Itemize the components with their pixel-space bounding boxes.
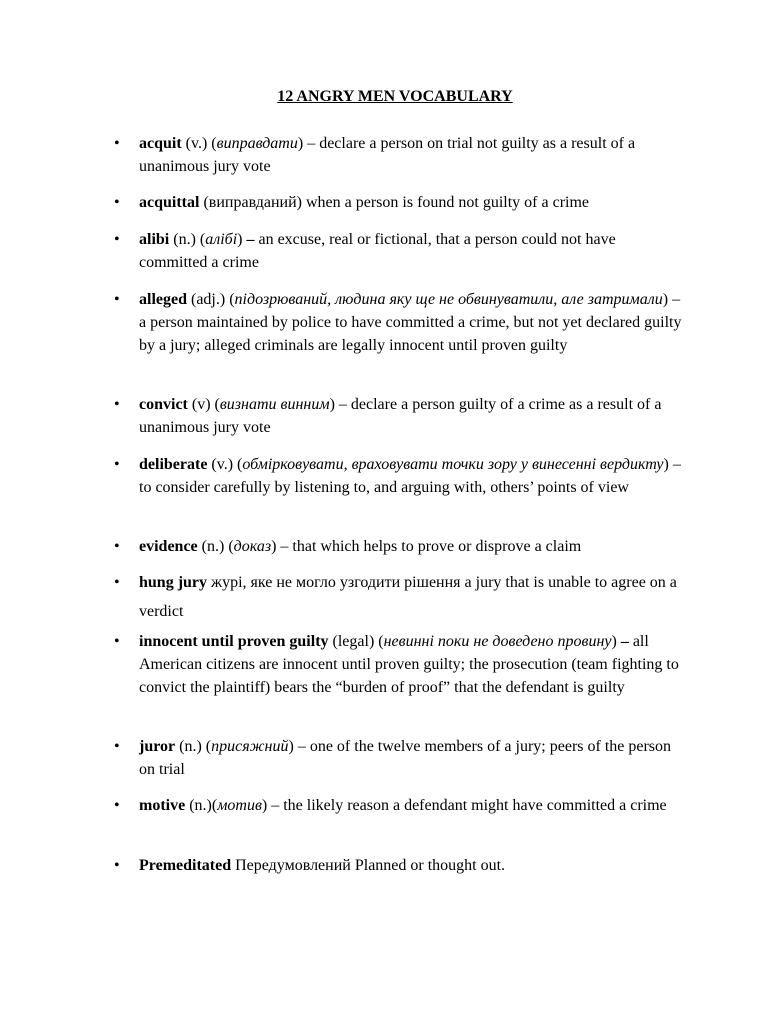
vocab-translation: алібі xyxy=(205,231,238,248)
vocab-close: ) xyxy=(271,538,277,555)
vocab-item-juror xyxy=(139,735,684,781)
vocab-item-acquittal xyxy=(139,191,684,214)
vocab-definition: – to consider carefully by listening to, and arguing with, others’ points of view xyxy=(139,456,681,496)
vocab-item-acquit xyxy=(139,132,684,178)
vocab-close: ) xyxy=(329,396,335,413)
vocab-term: juror xyxy=(139,738,176,755)
vocab-close: ) xyxy=(288,738,294,755)
vocab-item-hung-jury xyxy=(139,568,684,626)
vocab-pos: (n.)( xyxy=(185,797,218,814)
vocab-translation: виправдати xyxy=(216,135,298,152)
vocab-term: acquittal xyxy=(139,194,200,211)
vocab-definition: – declare a person guilty of a crime as a result of a unanimous jury vote xyxy=(139,396,662,436)
vocab-pos: (n.) ( xyxy=(197,538,234,555)
vocab-item-motive xyxy=(139,794,684,817)
vocab-definition: – one of the twelve members of a jury; peers of the person on trial xyxy=(139,738,672,778)
vocab-translation: підозрюваний, людина яку ще не обвинуватили, але затримали xyxy=(234,291,663,308)
vocab-term: Premeditated xyxy=(139,857,232,874)
vocab-pos: (n.) ( xyxy=(175,738,212,755)
vocab-item-alibi xyxy=(139,228,684,274)
vocab-definition: – the likely reason a defendant might have committed a crime xyxy=(267,797,667,814)
vocab-item-premeditated xyxy=(139,854,684,877)
vocab-term: acquit xyxy=(139,135,182,152)
vocab-translation: доказ xyxy=(233,538,272,555)
vocab-pos: (v) ( xyxy=(187,396,220,413)
vocab-definition: журі, яке не могло узгодити рішення a jury that is unable to agree on a verdict xyxy=(139,574,677,620)
vocab-item-innocent-until-proven-guilty xyxy=(139,630,684,699)
vocab-term: convict xyxy=(139,396,188,413)
vocab-translation: невинні поки не доведено провину xyxy=(383,633,612,650)
vocab-term: motive xyxy=(139,797,186,814)
vocab-term: alibi xyxy=(139,231,170,248)
vocab-pos: (legal) ( xyxy=(328,633,384,650)
vocab-close: ) xyxy=(297,135,304,152)
vocab-close: ) xyxy=(611,633,617,650)
page-title: 12 ANGRY MEN VOCABULARY xyxy=(277,88,513,105)
vocab-pos: (adj.) ( xyxy=(187,291,235,308)
vocab-translation: обмірковувати, враховувати точки зору у винесенні вердикту xyxy=(242,456,664,473)
vocab-term: evidence xyxy=(139,538,198,555)
vocab-translation: визнати винним xyxy=(219,396,330,413)
vocab-close: ) xyxy=(261,797,268,814)
vocab-definition: – a person maintained by police to have committed a crime, but not yet declared guilty by a jury; alleged criminals are legally innocent until proven guilty xyxy=(139,291,682,354)
vocab-term: deliberate xyxy=(139,456,208,473)
vocab-item-convict xyxy=(139,393,684,439)
vocab-definition: (виправданий) when a person is found not guilty of a crime xyxy=(199,194,590,211)
vocab-pos: (v.) ( xyxy=(207,456,243,473)
vocab-term: alleged xyxy=(139,291,187,308)
vocab-term: innocent until proven guilty xyxy=(139,633,329,650)
vocab-close: ) xyxy=(662,291,669,308)
vocab-close: ) xyxy=(237,231,243,248)
vocab-dash: – xyxy=(616,633,629,650)
vocab-item-deliberate xyxy=(139,453,684,499)
vocab-translation: присяжний xyxy=(211,738,289,755)
vocab-definition: – that which helps to prove or disprove a claim xyxy=(276,538,582,555)
vocab-definition: – declare a person on trial not guilty as a result of a unanimous jury vote xyxy=(139,135,636,175)
vocab-dash: – xyxy=(242,231,255,248)
vocab-item-alleged xyxy=(139,288,684,357)
vocab-term: hung jury xyxy=(139,574,208,591)
vocab-pos: (n.) ( xyxy=(169,231,206,248)
vocab-item-evidence xyxy=(139,535,684,558)
vocab-translation: мотив xyxy=(217,797,262,814)
vocab-definition: all American citizens are innocent until proven guilty; the prosecution (team fighting to convict the plaintiff) bears the “burden of proof” that the defendant is guilty xyxy=(139,633,679,696)
vocab-definition: Передумовлений Planned or thought out. xyxy=(231,857,506,874)
vocab-close: ) xyxy=(663,456,669,473)
vocab-definition: an excuse, real or fictional, that a person could not have committed a crime xyxy=(139,231,616,271)
vocab-pos: (v.) ( xyxy=(181,135,217,152)
